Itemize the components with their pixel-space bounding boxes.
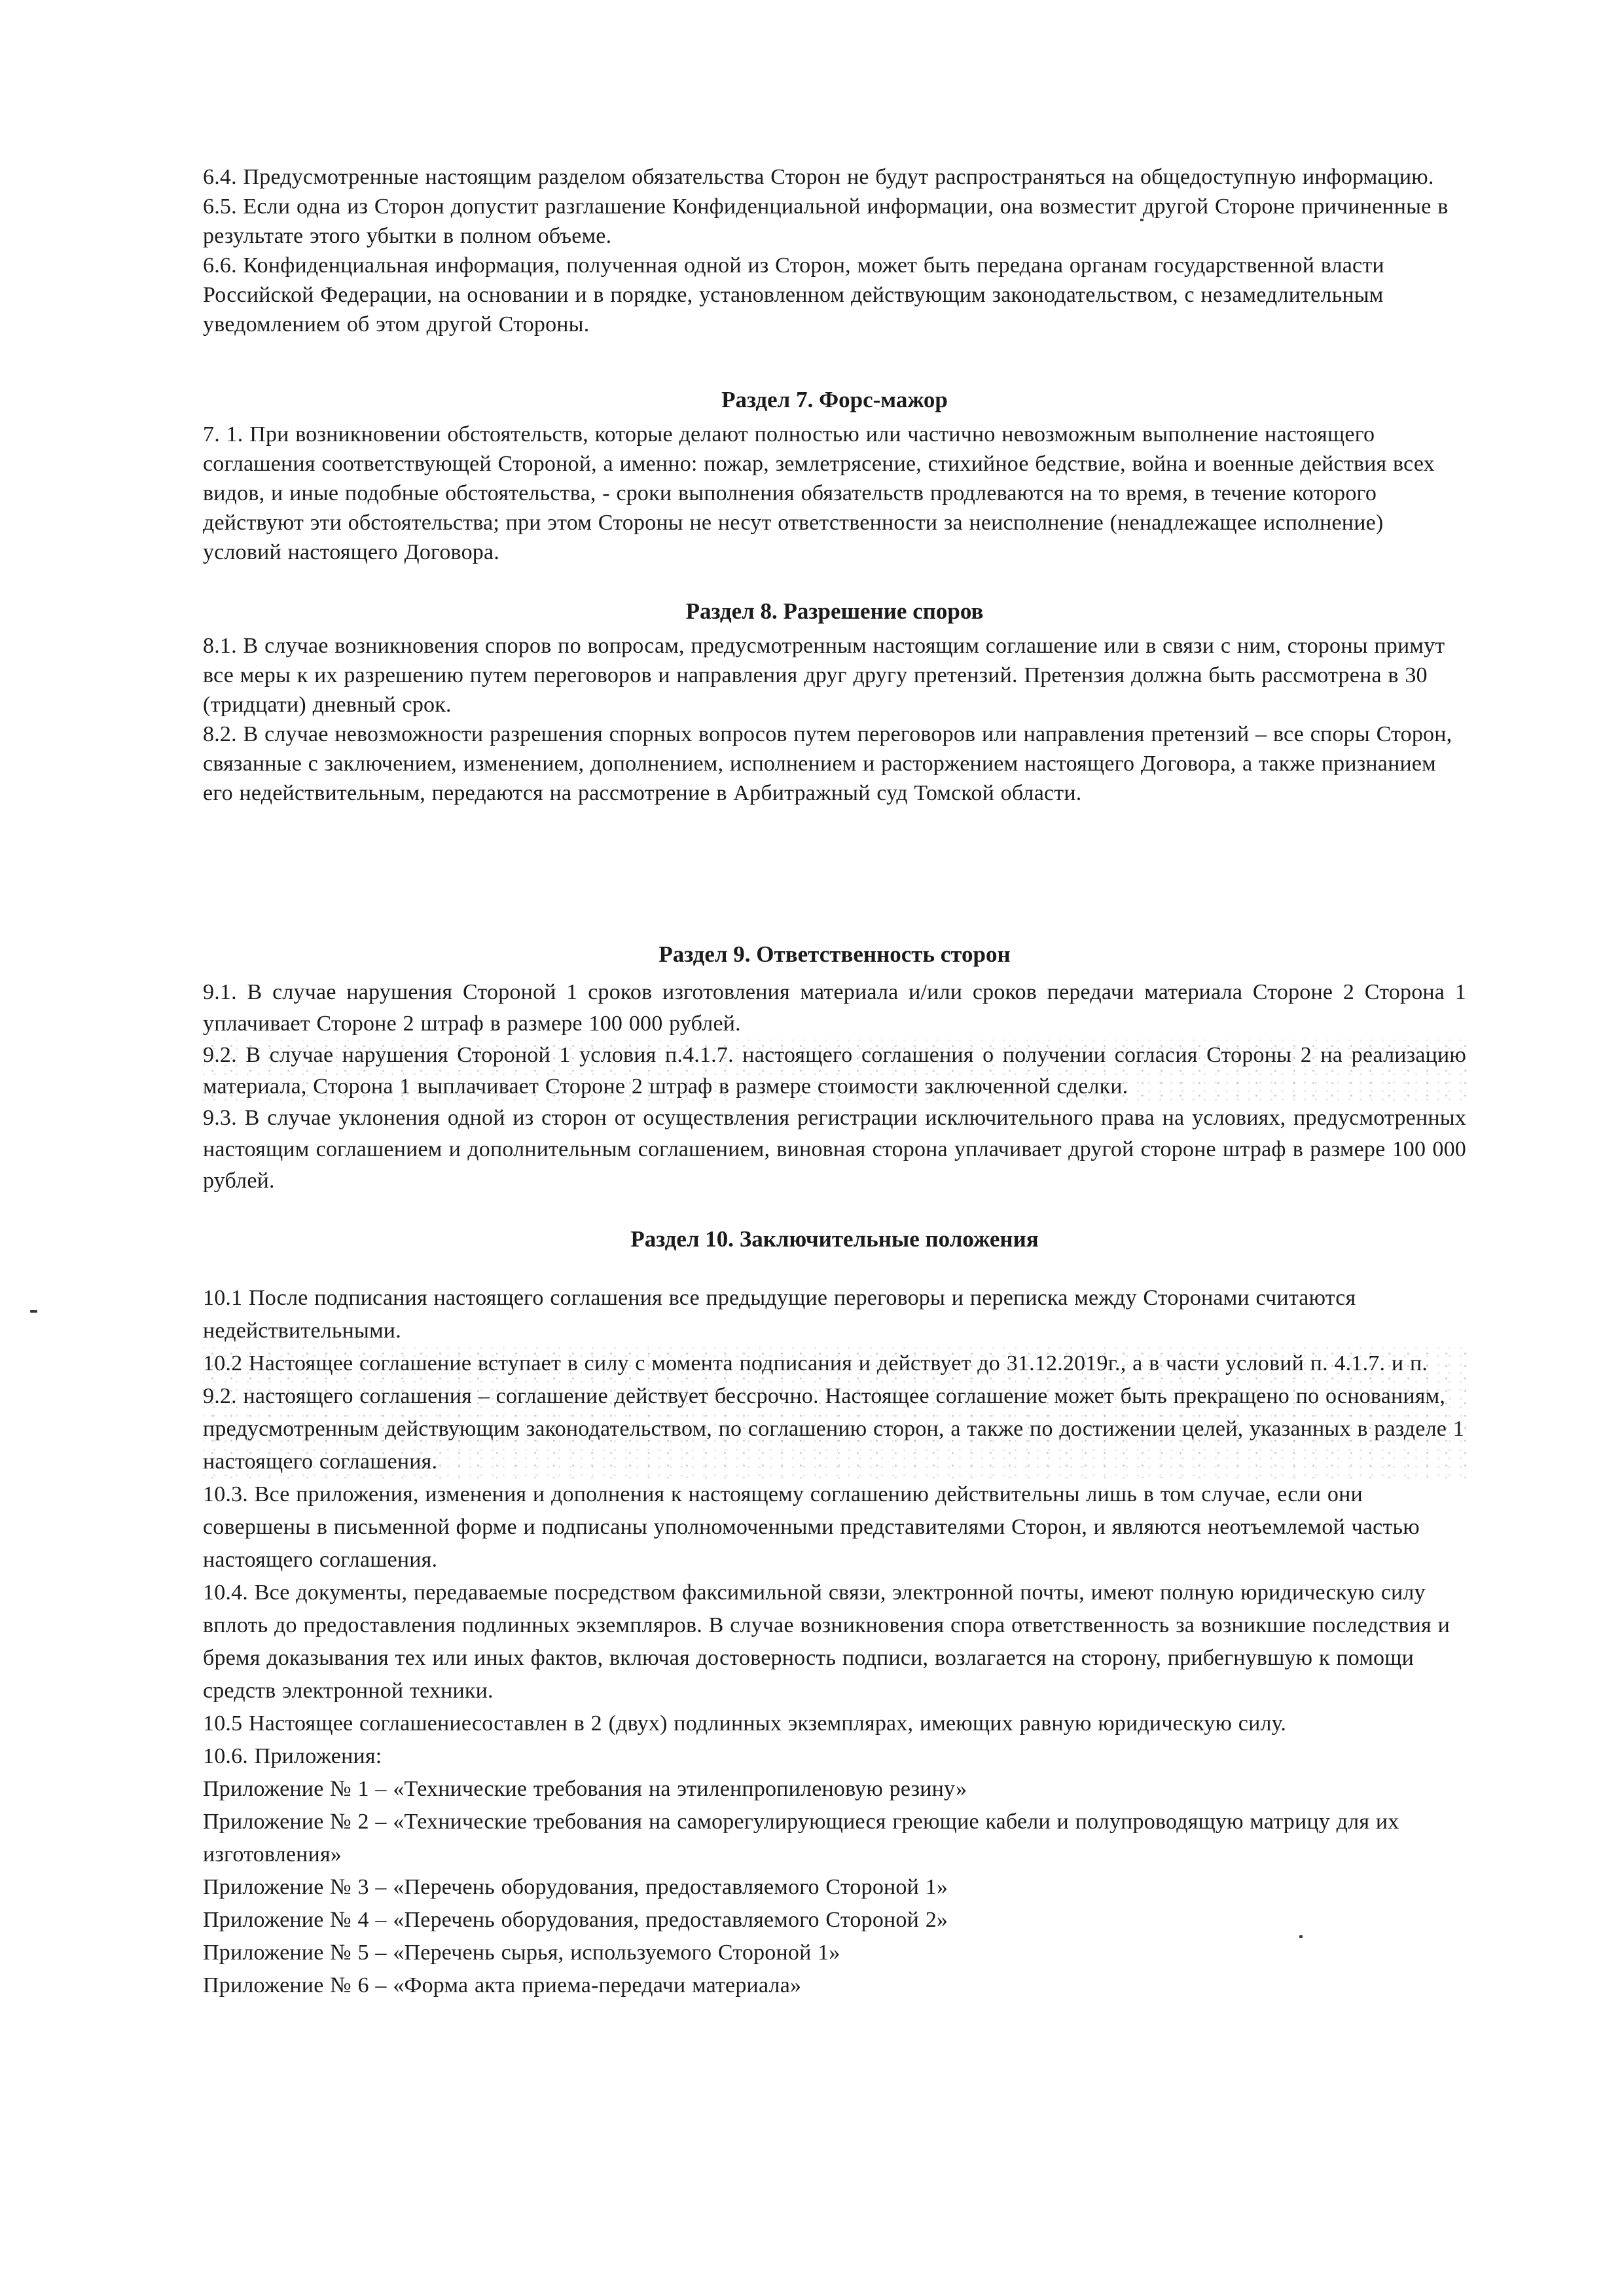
paragraph-7-1: 7. 1. При возникновении обстоятельств, которые делают полностью или частично невозможным выполнение настоящего соглашения соответствующей Стороной, а именно: пожар, землетрясение, стихийное бедствие, война и военные действия всех видов, и иные подобные обстоятельства, - сроки выполнения обязательств продлеваются на то время, в течение которого действуют эти обстоятельства; при этом Стороны не несут ответственности за неисполнение (ненадлежащее исполнение) условий настоящего Договора. — [203, 422, 1435, 564]
paragraph-9-3: 9.3. В случае уклонения одной из сторон от осуществления регистрации исключительного права на условиях, предусмотренных настоящим соглашением и дополнительным соглашением, виновная сторона уплачивает другой стороне штраф в размере 100 000 рублей. — [203, 1106, 1466, 1193]
paragraph-10-3: 10.3. Все приложения, изменения и дополнения к настоящему соглашению действительны лишь в том случае, если они совершены в письменной форме и подписаны уполномоченными представителями Сторон, и являются неотъемлемой частью настоящего соглашения. — [203, 1482, 1420, 1572]
section-10-heading: Раздел 10. Заключительные положения — [630, 1226, 1039, 1252]
scan-artifact-dot-bottom — [1299, 1935, 1303, 1938]
appendix-line-5: Приложение № 5 – «Перечень сырья, используемого Стороной 1» — [203, 1941, 840, 1965]
paragraph-10-2: 10.2 Настоящее соглашение вступает в силу с момента подписания и действует до 31.12.2019г., а в части условий п. 4.1.7. и п. 9.2. настоящего соглашения – соглашение действует бессрочно. Настоящее соглашение может быть прекращено по основаниям, предусмотренным действующим законодательством, по соглашению сторон, а также по достижении целей, указанных в разделе 1 настоящего соглашения. — [203, 1347, 1466, 1478]
section-7-heading: Раздел 7. Форс-мажор — [721, 387, 948, 412]
paragraph-8-1: 8.1. В случае возникновения споров по вопросам, предусмотренным настоящим соглашение или в связи с ним, стороны примут все меры к их разрешению путем переговоров и направления друг другу претензий. Претензия должна быть рассмотрена в 30 (тридцати) дневный срок. — [203, 634, 1445, 717]
appendix-line-3: Приложение № 3 – «Перечень оборудования, предоставляемого Стороной 1» — [203, 1875, 948, 1899]
paragraph-10-5: 10.5 Настоящее соглашениесоставлен в 2 (двух) подлинных экземплярах, имеющих равную юридическую силу. — [203, 1711, 1287, 1736]
paragraph-10-1: 10.1 После подписания настоящего соглашения все предыдущие переговоры и переписка между Сторонами считаются недействительными. — [203, 1286, 1356, 1343]
paragraph-9-2: 9.2. В случае нарушения Стороной 1 условия п.4.1.7. настоящего соглашения о получении согласия Стороны 2 на реализацию материала, Сторона 1 выплачивает Стороне 2 штраф в размере стоимости заключенной сделки. — [203, 1040, 1466, 1102]
paragraph-6-6: 6.6. Конфиденциальная информация, полученная одной из Сторон, может быть передана органам государственной власти Российской Федерации, на основании и в порядке, установленном действующим законодательством, с незамедлительным уведомлением об этом другой Стороны. — [203, 253, 1384, 337]
paragraph-8-2: 8.2. В случае невозможности разрешения спорных вопросов путем переговоров или направления претензий – все споры Сторон, связанные с заключением, изменением, дополнением, исполнением и расторжением настоящего Договора, а также признанием его недействительным, передаются на рассмотрение в Арбитражный суд Томской области. — [203, 722, 1452, 805]
section-8-heading: Раздел 8. Разрешение споров — [685, 598, 984, 624]
appendix-line-2: Приложение № 2 – «Технические требования на саморегулирующиеся греющие кабели и полупроводящую матрицу для их изготовления» — [203, 1810, 1399, 1867]
appendix-line-6: Приложение № 6 – «Форма акта приема-передачи материала» — [203, 1973, 802, 1997]
appendix-line-1: Приложение № 1 – «Технические требования на этиленпропиленовую резину» — [203, 1777, 967, 1801]
scan-artifact-dot-top — [1140, 219, 1144, 221]
scan-artifact-dash — [30, 1310, 37, 1313]
paragraph-10-6: 10.6. Приложения: — [203, 1744, 382, 1768]
document-text-block — [203, 162, 1466, 2002]
paragraph-10-4: 10.4. Все документы, передаваемые посредством факсимильной связи, электронной почты, имеют полную юридическую силу вплоть до предоставления подлинных экземпляров. В случае возникновения спора ответственность за возникшие последствия и бремя доказывания тех или иных фактов, включая достоверность подписи, возлагается на сторону, прибегнувшую к помощи средств электронной техники. — [203, 1580, 1450, 1703]
appendix-line-4: Приложение № 4 – «Перечень оборудования, предоставляемого Стороной 2» — [203, 1908, 948, 1932]
paragraph-6-5: 6.5. Если одна из Сторон допустит разглашение Конфиденциальной информации, она возместит другой Стороне причиненные в результате этого убытки в полном объеме. — [203, 194, 1449, 248]
paragraph-6-4: 6.4. Предусмотренные настоящим разделом обязательства Сторон не будут распространяться на общедоступную информацию. — [203, 165, 1434, 189]
section-9-heading: Раздел 9. Ответственность сторон — [658, 941, 1011, 967]
paragraph-9-1: 9.1. В случае нарушения Стороной 1 сроков изготовления материала и/или сроков передачи материала Стороне 2 Сторона 1 уплачивает Стороне 2 штраф в размере 100 000 рублей. — [203, 980, 1466, 1036]
